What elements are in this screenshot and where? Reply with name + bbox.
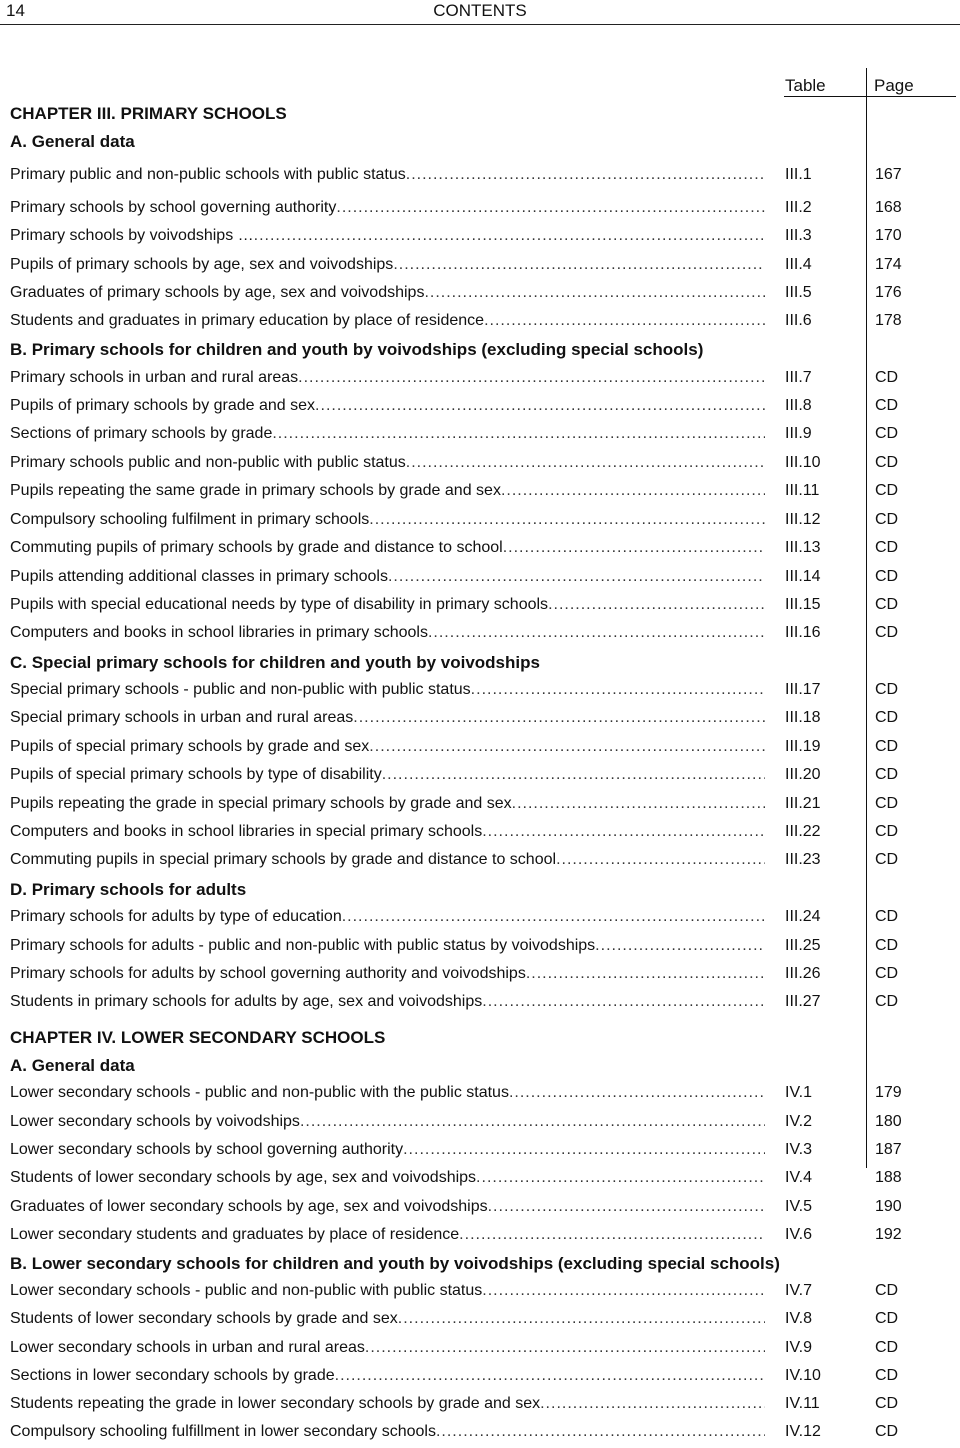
- entry-page-number: CD: [875, 795, 899, 812]
- toc-entry[interactable]: [10, 965, 955, 989]
- entry-title: Lower secondary schools by voivodships: [10, 1113, 300, 1130]
- toc-entry[interactable]: [10, 1084, 955, 1108]
- entry-table-number: III.20: [785, 766, 821, 783]
- toc-entry[interactable]: [10, 1198, 955, 1222]
- entry-page-number: 170: [875, 227, 902, 244]
- dot-leader: [272, 425, 765, 443]
- entry-page-number: CD: [875, 454, 899, 471]
- page-title: CONTENTS: [433, 1, 527, 20]
- dot-leader: [335, 1367, 765, 1385]
- entry-title: Pupils of special primary schools by type of disability: [10, 766, 382, 783]
- dot-leader: [595, 937, 765, 955]
- entry-title: Computers and books in school libraries in special primary schools: [10, 823, 483, 840]
- toc-entry[interactable]: [10, 227, 955, 251]
- entry-title: Sections of primary schools by grade: [10, 425, 273, 442]
- entry-table-number: III.4: [785, 256, 812, 273]
- entry-title: Lower secondary schools by school governing authority: [10, 1141, 404, 1158]
- entry-table-number: III.6: [785, 312, 812, 329]
- entry-table-number: III.17: [785, 681, 821, 698]
- dot-leader: [526, 965, 765, 983]
- dot-leader: [482, 993, 765, 1011]
- entry-page-number: CD: [875, 709, 899, 726]
- toc-entry[interactable]: [10, 851, 955, 875]
- entry-title: Compulsory schooling fulfilment in primary schools: [10, 511, 370, 528]
- dot-leader: [298, 369, 765, 387]
- entry-page-number: 187: [875, 1141, 902, 1158]
- entry-page-number: 168: [875, 199, 902, 216]
- toc-entry[interactable]: [10, 1113, 955, 1137]
- entry-table-number: III.22: [785, 823, 821, 840]
- page-header: [0, 0, 960, 25]
- dot-leader: [388, 568, 765, 586]
- dot-leader: [300, 1113, 765, 1131]
- entry-page-number: 190: [875, 1198, 902, 1215]
- dot-leader: [512, 795, 765, 813]
- entry-table-number: IV.1: [785, 1084, 812, 1101]
- entry-page-number: CD: [875, 1282, 899, 1299]
- toc-entry[interactable]: [10, 1169, 955, 1193]
- toc-entry[interactable]: [10, 1423, 955, 1447]
- dot-leader: [556, 851, 765, 869]
- entry-table-number: III.27: [785, 993, 821, 1010]
- entry-page-number: CD: [875, 397, 899, 414]
- entry-title: Primary public and non-public schools with public status: [10, 166, 406, 183]
- entry-title: Pupils attending additional classes in primary schools: [10, 568, 388, 585]
- toc-entry[interactable]: [10, 454, 955, 478]
- dot-leader: [393, 256, 765, 274]
- entry-title: Primary schools by voivodships …: [10, 227, 254, 244]
- toc-entry[interactable]: [10, 199, 955, 223]
- toc-entry[interactable]: [10, 397, 955, 421]
- toc-entry[interactable]: [10, 1395, 955, 1419]
- entry-table-number: IV.2: [785, 1113, 812, 1130]
- entry-table-number: IV.5: [785, 1198, 812, 1215]
- entry-page-number: CD: [875, 369, 899, 386]
- entry-page-number: 174: [875, 256, 902, 273]
- chapter-heading: CHAPTER IV. LOWER SECONDARY SCHOOLS: [10, 1028, 386, 1047]
- dot-leader: [406, 454, 765, 472]
- dot-leader: [436, 1423, 765, 1441]
- entry-title: Pupils with special educational needs by type of disability in primary schools: [10, 596, 549, 613]
- entry-title: Lower secondary schools - public and non-public with public status: [10, 1282, 483, 1299]
- entry-table-number: III.26: [785, 965, 821, 982]
- entry-table-number: III.9: [785, 425, 812, 442]
- toc-entry[interactable]: [10, 738, 955, 762]
- toc-entry[interactable]: [10, 1339, 955, 1363]
- dot-leader: [428, 624, 765, 642]
- entry-title: Pupils of primary schools by age, sex and voivodships: [10, 256, 394, 273]
- entry-title: Primary schools by school governing authority: [10, 199, 337, 216]
- entry-title: Computers and books in school libraries in primary schools: [10, 624, 428, 641]
- toc-entry[interactable]: [10, 766, 955, 790]
- toc-entry[interactable]: [10, 369, 955, 393]
- entry-table-number: III.24: [785, 908, 821, 925]
- dot-leader: [471, 681, 765, 699]
- entry-title: Students of lower secondary schools by age, sex and voivodships: [10, 1169, 477, 1186]
- entry-page-number: CD: [875, 851, 899, 868]
- entry-page-number: CD: [875, 1395, 899, 1412]
- entry-title: Sections in lower secondary schools by grade: [10, 1367, 335, 1384]
- entry-title: Primary schools public and non-public with public status: [10, 454, 406, 471]
- entry-table-number: IV.10: [785, 1367, 821, 1384]
- toc-entry[interactable]: [10, 596, 955, 620]
- entry-page-number: 188: [875, 1169, 902, 1186]
- dot-leader: [369, 511, 765, 529]
- entry-table-number: III.19: [785, 738, 821, 755]
- entry-table-number: IV.7: [785, 1282, 812, 1299]
- entry-page-number: CD: [875, 596, 899, 613]
- dot-leader: [254, 227, 765, 245]
- entry-table-number: IV.11: [785, 1395, 820, 1412]
- entry-page-number: CD: [875, 937, 899, 954]
- entry-page-number: CD: [875, 1367, 899, 1384]
- entry-table-number: IV.8: [785, 1310, 812, 1327]
- entry-title: Special primary schools - public and non-public with public status: [10, 681, 471, 698]
- dot-leader: [403, 1141, 765, 1159]
- entry-page-number: CD: [875, 965, 899, 982]
- dot-leader: [353, 709, 765, 727]
- toc-entry[interactable]: [10, 284, 955, 308]
- column-header-page: Page: [874, 76, 914, 95]
- chapter-heading: CHAPTER III. PRIMARY SCHOOLS: [10, 104, 287, 123]
- dot-leader: [315, 397, 765, 415]
- entry-page-number: CD: [875, 624, 899, 641]
- toc-entry[interactable]: [10, 568, 955, 592]
- entry-page-number: 176: [875, 284, 902, 301]
- dot-leader: [336, 199, 765, 217]
- toc-entry[interactable]: [10, 937, 955, 961]
- dot-leader: [424, 284, 765, 302]
- entry-page-number: 179: [875, 1084, 902, 1101]
- dot-leader: [398, 1310, 765, 1328]
- dot-leader: [484, 312, 765, 330]
- entry-page-number: CD: [875, 482, 899, 499]
- entry-table-number: IV.6: [785, 1226, 812, 1243]
- dot-leader: [342, 908, 765, 926]
- toc-entry[interactable]: [10, 681, 955, 705]
- dot-leader: [501, 482, 765, 500]
- entry-page-number: CD: [875, 568, 899, 585]
- entry-title: Primary schools for adults by school governing authority and voivodships: [10, 965, 526, 982]
- entry-table-number: III.2: [785, 199, 812, 216]
- dot-leader: [488, 1198, 765, 1216]
- dot-leader: [369, 738, 765, 756]
- dot-leader: [540, 1395, 765, 1413]
- dot-leader: [503, 539, 765, 557]
- dot-leader: [509, 1084, 765, 1102]
- section-heading: B. Lower secondary schools for children and youth by voivodships (excluding special schools): [10, 1254, 780, 1273]
- entry-table-number: III.11: [785, 482, 820, 499]
- entry-table-number: III.13: [785, 539, 821, 556]
- entry-title: Students in primary schools for adults by age, sex and voivodships: [10, 993, 483, 1010]
- entry-table-number: IV.12: [785, 1423, 821, 1440]
- entry-page-number: CD: [875, 681, 899, 698]
- toc-entry[interactable]: [10, 709, 955, 733]
- toc-entry[interactable]: [10, 993, 955, 1017]
- entry-title: Lower secondary students and graduates by place of residence: [10, 1226, 460, 1243]
- section-heading: A. General data: [10, 1056, 135, 1075]
- entry-table-number: III.25: [785, 937, 821, 954]
- entry-title: Compulsory schooling fulfillment in lower secondary schools: [10, 1423, 436, 1440]
- entry-table-number: III.21: [785, 795, 821, 812]
- dot-leader: [482, 823, 765, 841]
- entry-table-number: III.3: [785, 227, 812, 244]
- entry-title: Primary schools for adults - public and non-public with public status by voivodships: [10, 937, 596, 954]
- entry-table-number: IV.3: [785, 1141, 812, 1158]
- entry-title: Lower secondary schools in urban and rural areas: [10, 1339, 365, 1356]
- toc-entry[interactable]: [10, 1226, 955, 1250]
- dot-leader: [382, 766, 765, 784]
- column-header-rule: [784, 96, 956, 97]
- entry-page-number: CD: [875, 1339, 899, 1356]
- entry-title: Students repeating the grade in lower secondary schools by grade and sex: [10, 1395, 541, 1412]
- entry-page-number: CD: [875, 993, 899, 1010]
- toc-entry[interactable]: [10, 795, 955, 819]
- entry-page-number: 178: [875, 312, 902, 329]
- section-heading: A. General data: [10, 132, 135, 151]
- toc-entry[interactable]: [10, 1367, 955, 1391]
- dot-leader: [476, 1169, 765, 1187]
- entry-title: Primary schools for adults by type of education: [10, 908, 342, 925]
- entry-title: Commuting pupils in special primary schools by grade and distance to school: [10, 851, 557, 868]
- entry-title: Students and graduates in primary education by place of residence: [10, 312, 485, 329]
- entry-title: Pupils repeating the same grade in primary schools by grade and sex: [10, 482, 501, 499]
- entry-table-number: III.12: [785, 511, 821, 528]
- entry-table-number: III.10: [785, 454, 821, 471]
- entry-table-number: III.14: [785, 568, 821, 585]
- toc-entry[interactable]: [10, 908, 955, 932]
- entry-page-number: 167: [875, 166, 902, 183]
- entry-table-number: III.5: [785, 284, 812, 301]
- entry-title: Primary schools in urban and rural areas: [10, 369, 299, 386]
- entry-table-number: IV.4: [785, 1169, 812, 1186]
- page-number: 14: [6, 1, 25, 20]
- dot-leader: [365, 1339, 765, 1357]
- section-heading: C. Special primary schools for children and youth by voivodships: [10, 653, 540, 672]
- entry-page-number: CD: [875, 766, 899, 783]
- dot-leader: [459, 1226, 765, 1244]
- entry-page-number: CD: [875, 1423, 899, 1440]
- entry-title: Pupils repeating the grade in special primary schools by grade and sex: [10, 795, 512, 812]
- entry-title: Pupils of special primary schools by grade and sex: [10, 738, 370, 755]
- entry-table-number: IV.9: [785, 1339, 812, 1356]
- dot-leader: [406, 166, 765, 184]
- toc-entry[interactable]: [10, 1282, 955, 1306]
- entry-title: Special primary schools in urban and rural areas: [10, 709, 354, 726]
- entry-table-number: III.8: [785, 397, 812, 414]
- toc-entry[interactable]: [10, 166, 955, 190]
- entry-page-number: CD: [875, 738, 899, 755]
- toc-entry[interactable]: [10, 312, 955, 336]
- toc-entry[interactable]: [10, 425, 955, 449]
- toc-entry[interactable]: [10, 482, 955, 506]
- entry-title: Lower secondary schools - public and non-public with the public status: [10, 1084, 509, 1101]
- toc-entry[interactable]: [10, 256, 955, 280]
- entry-page-number: 192: [875, 1226, 902, 1243]
- entry-page-number: 180: [875, 1113, 902, 1130]
- entry-title: Commuting pupils of primary schools by grade and distance to school: [10, 539, 503, 556]
- entry-table-number: III.7: [785, 369, 812, 386]
- toc-entry[interactable]: [10, 511, 955, 535]
- entry-table-number: III.1: [785, 166, 812, 183]
- section-heading: D. Primary schools for adults: [10, 880, 247, 899]
- section-heading: B. Primary schools for children and youth by voivodships (excluding special schools): [10, 340, 704, 359]
- toc-entry[interactable]: [10, 539, 955, 563]
- toc-entry[interactable]: [10, 624, 955, 648]
- entry-page-number: CD: [875, 823, 899, 840]
- entry-table-number: III.15: [785, 596, 821, 613]
- entry-page-number: CD: [875, 908, 899, 925]
- dot-leader: [548, 596, 765, 614]
- dot-leader: [482, 1282, 765, 1300]
- toc-entry[interactable]: [10, 1141, 955, 1165]
- entry-page-number: CD: [875, 539, 899, 556]
- entry-page-number: CD: [875, 1310, 899, 1327]
- entry-table-number: III.23: [785, 851, 821, 868]
- entry-table-number: III.18: [785, 709, 821, 726]
- entry-table-number: III.16: [785, 624, 821, 641]
- entry-title: Pupils of primary schools by grade and sex: [10, 397, 316, 414]
- entry-title: Students of lower secondary schools by grade and sex: [10, 1310, 398, 1327]
- entry-page-number: CD: [875, 511, 899, 528]
- entry-title: Graduates of lower secondary schools by age, sex and voivodships: [10, 1198, 488, 1215]
- toc-entry[interactable]: [10, 823, 955, 847]
- column-header-table: Table: [785, 76, 826, 95]
- entry-page-number: CD: [875, 425, 899, 442]
- entry-title: Graduates of primary schools by age, sex and voivodships: [10, 284, 425, 301]
- toc-entry[interactable]: [10, 1310, 955, 1334]
